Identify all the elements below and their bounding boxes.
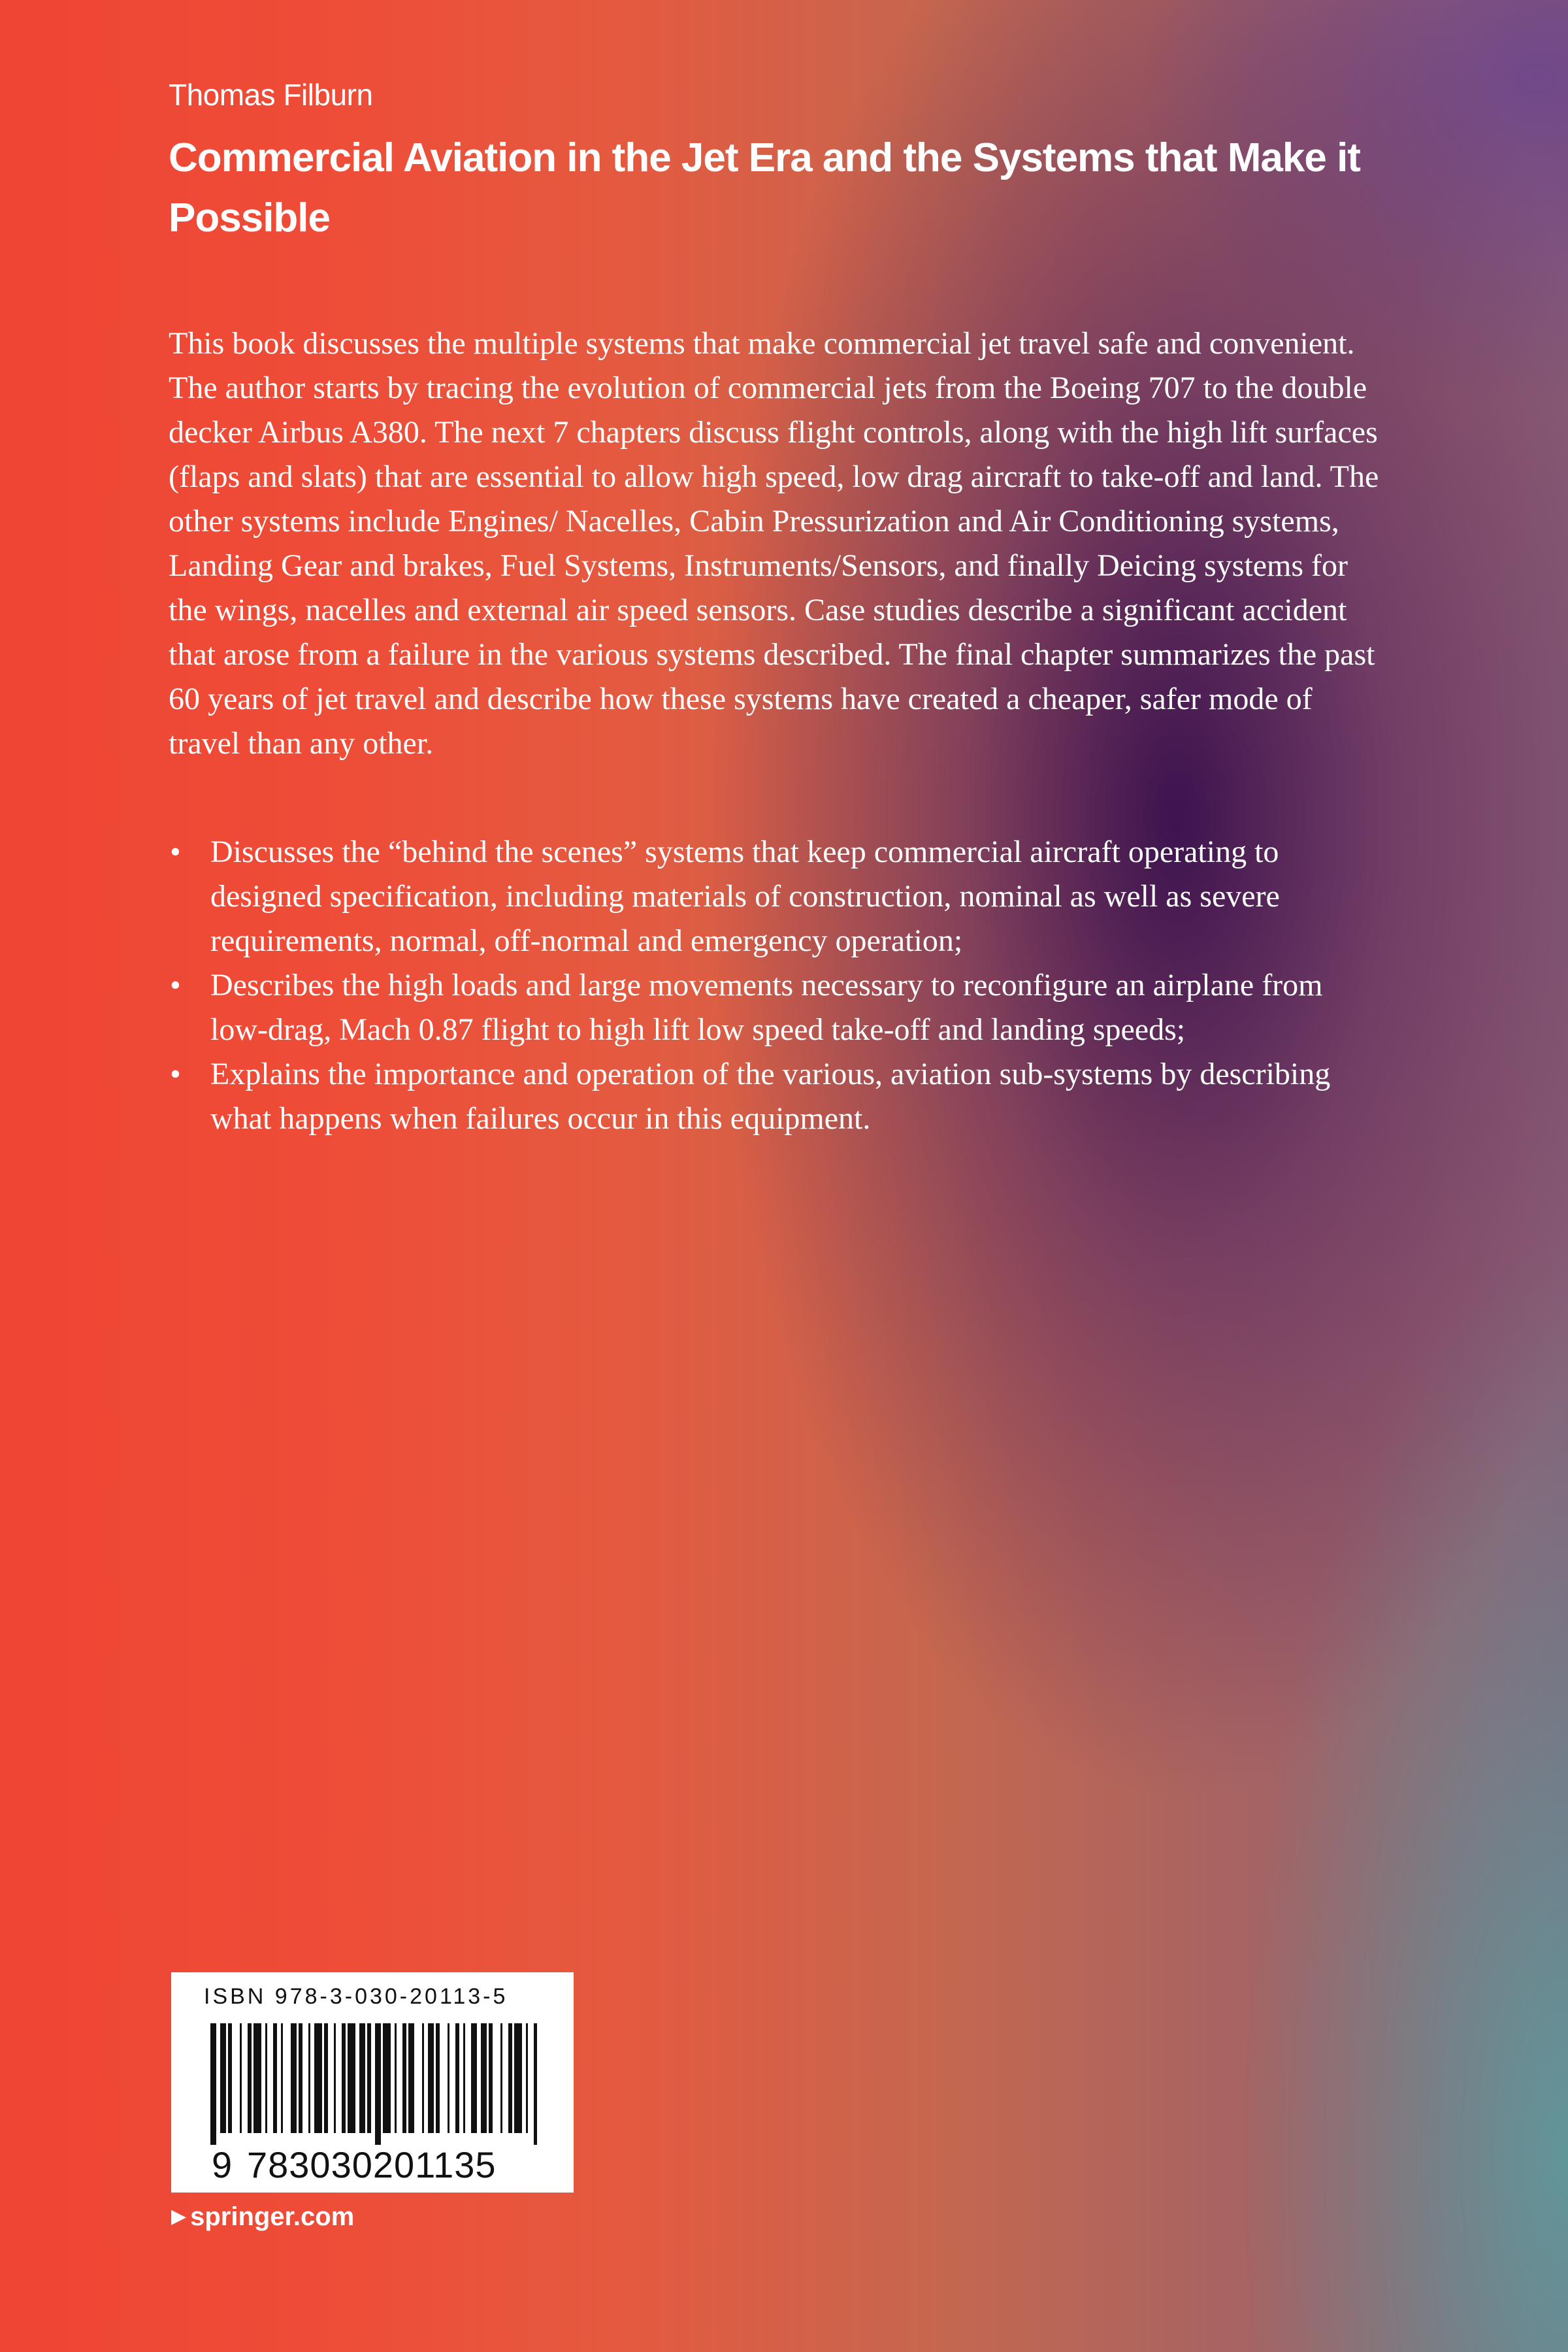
barcode-bar	[210, 2023, 216, 2145]
barcode-bar	[422, 2023, 424, 2133]
barcode-bar	[500, 2023, 502, 2133]
barcode-bar	[291, 2023, 297, 2133]
barcode-bar	[265, 2023, 267, 2133]
barcode-bar	[367, 2023, 371, 2133]
barcode-bar	[324, 2023, 328, 2133]
barcode-bar	[463, 2023, 465, 2133]
barcode-bar	[308, 2023, 310, 2133]
isbn-barcode	[171, 1972, 574, 2193]
barcode-bars	[210, 2023, 537, 2145]
barcode-bar	[375, 2023, 381, 2145]
isbn-label: ISBN 978-3-030-20113-5	[204, 1984, 508, 2009]
barcode-bar	[273, 2023, 277, 2133]
feature-text: Explains the importance and operation of the various, aviation sub-systems by describing what happens when failures occur in this equipment.	[210, 1057, 1331, 1136]
barcode-bar	[508, 2023, 512, 2133]
book-description: This book discusses the multiple systems that make commercial jet travel safe and convenient. The author starts by tracing the evolution of commercial jets from the Boeing 707 to the double decker Airbus A380. The next 7 chapters discuss flight controls, along with the high lift surfaces (flaps and slats) that are essential to allow high speed, low drag aircraft to take-off and land. The other systems include Engines/ Nacelles, Cabin Pressurization and Air Conditioning systems, Landing Gear and brakes, Fuel Systems, Instruments/Sensors, and finally Deicing systems for the wings, nacelles and external air speed sensors. Case studies describe a significant accident that arose from a failure in the various systems described. The final chapter summarizes the past 60 years of jet travel and describe how these systems have created a cheaper, safer mode of travel than any other.	[169, 326, 1379, 761]
barcode-bar	[428, 2023, 434, 2133]
barcode-bar	[220, 2023, 226, 2133]
barcode-bar	[534, 2023, 537, 2145]
barcode-bar	[489, 2023, 493, 2133]
barcode-bar	[281, 2023, 283, 2133]
bullet-icon: •	[170, 1057, 181, 1091]
feature-list-item	[169, 1052, 1381, 1141]
bullet-icon: •	[170, 968, 181, 1002]
barcode-bar	[240, 2023, 242, 2133]
barcode-bar	[253, 2023, 261, 2133]
barcode-bar	[448, 2023, 449, 2133]
barcode-bar	[395, 2023, 397, 2133]
barcode-bar	[228, 2023, 232, 2133]
barcode-bar	[314, 2023, 322, 2133]
barcode-digits: 783030201135	[247, 2144, 497, 2185]
barcode-bar	[436, 2023, 440, 2133]
feature-list	[169, 830, 1381, 1141]
barcode-bar	[383, 2023, 391, 2133]
barcode-bar	[408, 2023, 414, 2133]
author-name: Thomas Filburn	[169, 78, 373, 112]
feature-list-item	[169, 963, 1381, 1052]
feature-text: Discusses the “behind the scenes” systems that keep commercial aircraft operating to designed specification, including materials of construction, nominal as well as severe requirements, normal, off-normal and emergency operation;	[210, 835, 1280, 958]
barcode-bar	[359, 2023, 365, 2133]
publisher-link-text: springer.com	[190, 2202, 355, 2231]
barcode-bar	[248, 2023, 252, 2133]
publisher-link[interactable]	[171, 2202, 354, 2232]
barcode-bar	[348, 2023, 355, 2133]
book-title: Commercial Aviation in the Jet Era and the Systems that Make it Possible	[169, 135, 1360, 240]
barcode-bar	[299, 2023, 302, 2133]
barcode-first-digit: 9	[212, 2144, 233, 2185]
barcode-bar	[455, 2023, 459, 2133]
feature-text: Describes the high loads and large movements necessary to reconfigure an airplane from low-drag, Mach 0.87 flight to high lift low speed take-off and landing speeds;	[210, 968, 1323, 1047]
feature-list-item	[169, 830, 1381, 963]
bullet-icon: •	[170, 835, 181, 869]
barcode-bar	[402, 2023, 406, 2133]
barcode-bar	[526, 2023, 528, 2133]
arrow-icon: ▶	[171, 2206, 187, 2227]
barcode-bar	[471, 2023, 477, 2133]
barcode-bar	[514, 2023, 522, 2133]
barcode-bar	[481, 2023, 487, 2133]
barcode-bar	[342, 2023, 346, 2133]
barcode-bar	[334, 2023, 336, 2133]
